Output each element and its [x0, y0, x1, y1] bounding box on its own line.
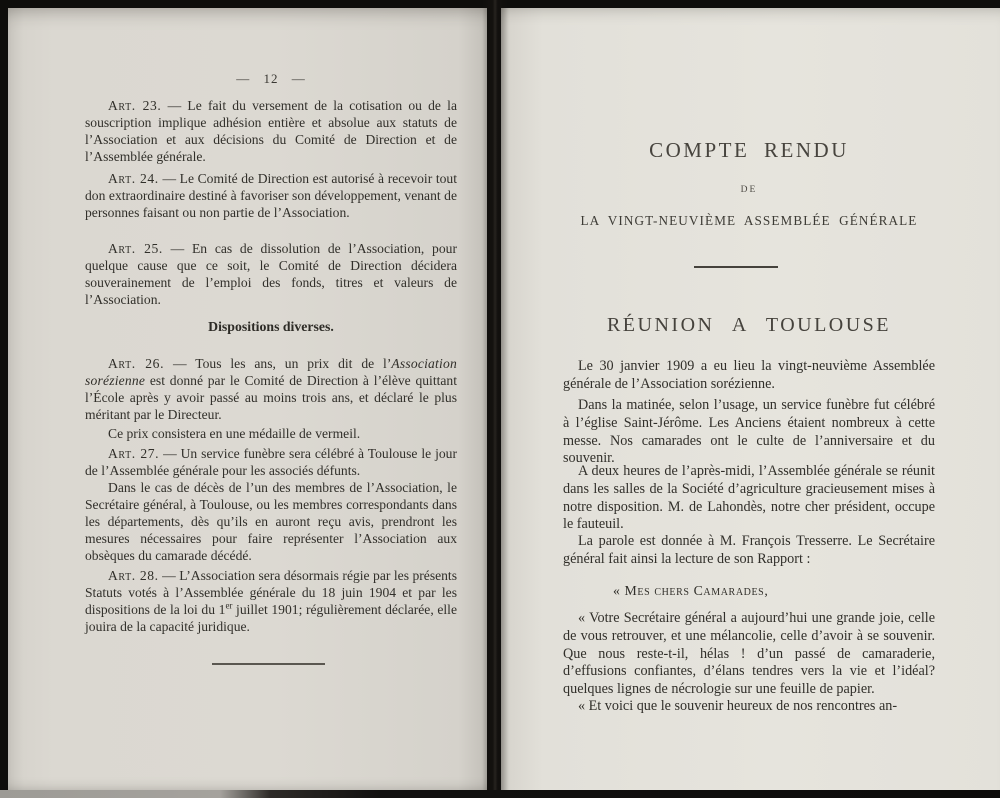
right-page [501, 8, 1000, 790]
paragraph-secretary-speech: « Votre Secrétaire général a aujourd’hui une grande joie, celle de vous retrouver, et une mélancolie, celle d’avoir à se souvenir. Que nous reste-t-il, hélas ! d’un passé de camaraderie, d’effusions confiantes, d’élans tendres vers la vie et l’idéal? quelques lignes de nécrologie sur une feuille de papier. [563, 610, 935, 698]
article-28 [85, 567, 457, 635]
report-subtitle: LA VINGT-NEUVIÈME ASSEMBLÉE GÉNÉRALE [580, 213, 918, 228]
article-24-label: Art. 24. [108, 171, 159, 186]
page-number: — 12 — [236, 71, 306, 86]
article-27 [85, 445, 457, 479]
article-28-label: Art. 28. [108, 568, 159, 583]
article-26 [85, 355, 457, 423]
paragraph-afternoon-session: A deux heures de l’après-midi, l’Assemblée générale se réunit dans les salles de la Société d’agriculture gracieusement mises à notre disposition. M. de Lahondès, notre cher président, occupe le fauteuil. [563, 463, 935, 533]
paragraph-assembly-date: Le 30 janvier 1909 a eu lieu la vingt-neuvième Assemblée générale de l’Association sorézienne. [563, 358, 935, 392]
title-rule [694, 266, 778, 268]
title-connector: DE [740, 185, 758, 195]
article-28-body-end: juillet 1901; régulièrement déclarée, elle jouira de la capacité juridique. [85, 602, 457, 634]
article-26-label: Art. 26. [108, 356, 165, 371]
article-26-body-start: — Tous les ans, un prix dit de l’ [173, 356, 392, 371]
article-25 [85, 240, 457, 308]
article-23-body: — Le fait du versement de la cotisation ou de la souscription implique adhésion entière et absolue aux statuts de l’Association et aux décisions du Comité de Direction et de l’Assemblée générale. [85, 98, 457, 164]
paragraph-funeral-service: Dans la matinée, selon l’usage, un service funèbre fut célébré à l’église Saint-Jérôme. Les Anciens étaient nombreux à cette messe. Nos camarades ont le culte de l’anniversaire et du souvenir. [563, 397, 935, 467]
article-24-body: — Le Comité de Direction est autorisé à recevoir tout don extraordinaire destiné à favoriser son développement, venant de personnes faisant ou non partie de l’Association. [85, 171, 457, 220]
end-of-section-rule [212, 663, 325, 665]
article-23 [85, 97, 457, 165]
article-28-body-start: — L’Association sera désormais régie par les présents Statuts votés à l’Assemblée générale du 18 juin 1904 et par les dispositions de la loi du 1 [85, 568, 458, 617]
article-25-label: Art. 25. [108, 241, 163, 256]
left-page [8, 8, 487, 790]
section-heading-dispositions: Dispositions diverses. [208, 319, 334, 334]
article-24 [85, 170, 457, 221]
paragraph-continuation: « Et voici que le souvenir heureux de nos rencontres an- [578, 698, 898, 714]
article-23-label: Art. 23. [108, 98, 162, 113]
scan-bottom-edge [0, 790, 1000, 798]
article-27-body: — Un service funèbre sera célébré à Toulouse le jour de l’Assemblée générale pour les associés défunts. [85, 446, 457, 478]
section-heading-reunion: RÉUNION A TOULOUSE [606, 314, 892, 336]
article-25-body: — En cas de dissolution de l’Association, pour quelque cause que ce soit, le Comité de Direction décidera souverainement de l’emploi des fonds, titres et valeurs de l’Association. [85, 241, 457, 307]
prize-paragraph: Ce prix consistera en une médaille de vermeil. [108, 426, 361, 441]
salutation: « Mes chers Camarades, [613, 583, 769, 598]
funeral-paragraph: Dans le cas de décès de l’un des membres de l’Association, le Secrétaire général, à Toulouse, ou les membres correspondants dans les départements, dès qu’ils en auront reçu avis, prendront les mesures nécessaires pour faire représenter l’Association aux obsèques du camarade décédé. [85, 480, 457, 563]
report-title: COMPTE RENDU [649, 138, 849, 162]
paragraph-rapport-intro: La parole est donnée à M. François Tresserre. Le Secrétaire général fait ainsi la lecture de son Rapport : [563, 533, 935, 567]
book-gutter-shadow [482, 0, 508, 798]
article-26-italic: Association sorézienne [85, 356, 457, 388]
article-26-body-end: est donné par le Comité de Direction à l’élève quittant l’École après y avoir passé au moins trois ans, et déclaré le plus méritant par le Directeur. [85, 373, 457, 422]
article-27-label: Art. 27. [108, 446, 160, 461]
article-28-superscript: er [225, 600, 233, 611]
